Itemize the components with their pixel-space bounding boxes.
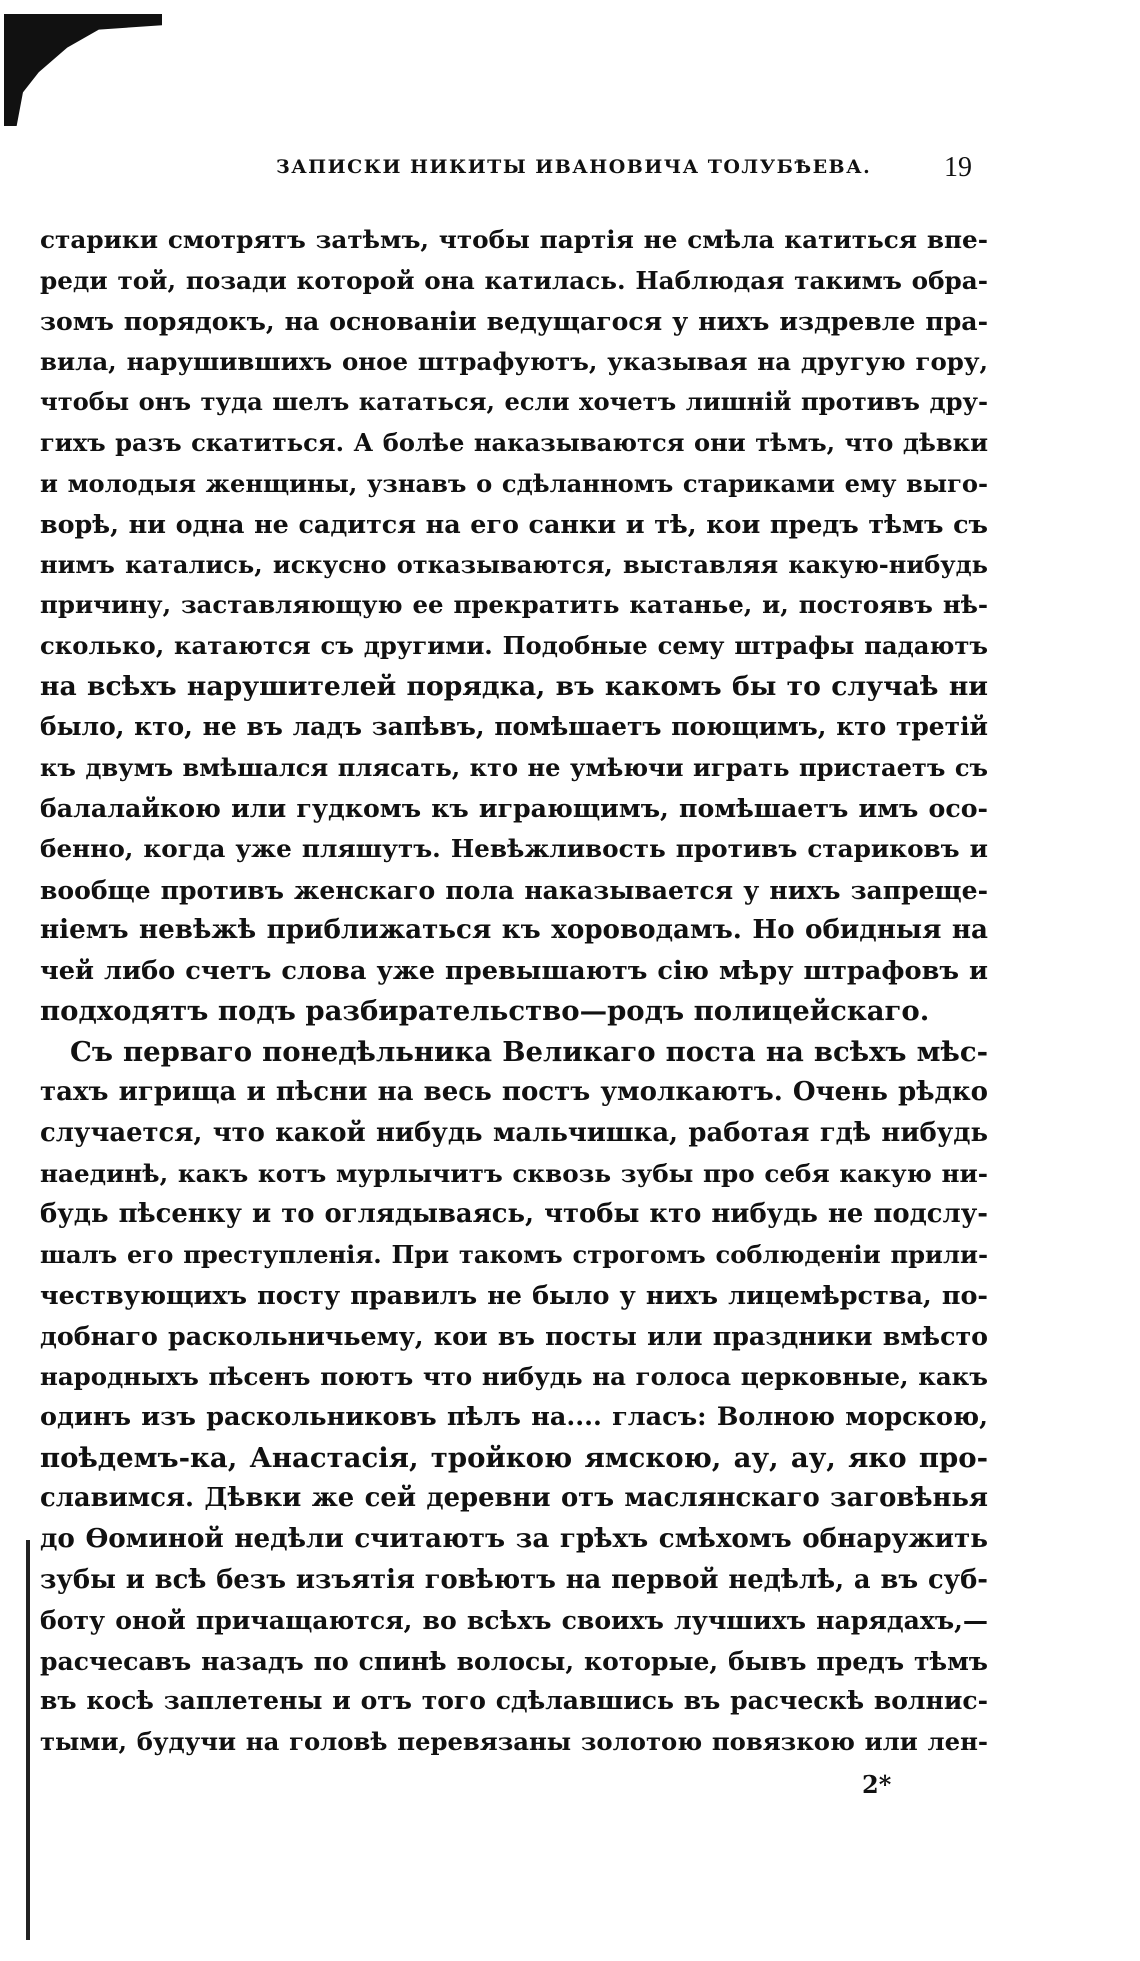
- text-line: шалъ его преступленія. При такомъ строгомъ соблюденіи прили-: [40, 1239, 988, 1269]
- text-line: и молодыя женщины, узнавъ о сдѣланномъ стариками ему выго-: [40, 468, 988, 498]
- text-line: тыми, будучи на головѣ перевязаны золотою повязкою или лен-: [40, 1726, 988, 1756]
- body-text: [40, 220, 988, 1763]
- text-line: чтобы онъ туда шелъ кататься, если хочетъ лишній противъ дру-: [40, 387, 988, 417]
- text-line: подходятъ подъ разбирательство—родъ полицейскаго.: [40, 995, 930, 1028]
- text-line: народныхъ пѣсенъ поютъ что нибудь на голоса церковные, какъ: [40, 1361, 988, 1391]
- text-line: зубы и всѣ безъ изъятія говѣютъ на первой недѣлѣ, а въ суб-: [40, 1564, 988, 1595]
- text-line: поѣдемъ-ка, Анастасія, тройкою ямскою, ау, ау, яко про-: [40, 1441, 988, 1474]
- text-line: къ двумъ вмѣшался плясать, кто не умѣючи играть пристаетъ съ: [40, 752, 988, 782]
- text-line: ніемъ невѣжѣ приближаться къ хороводамъ. Но обидныя на: [40, 914, 988, 946]
- text-line: причину, заставляющую ее прекратить катанье, и, постоявъ нѣ-: [40, 590, 988, 620]
- page-number: 19: [944, 152, 972, 183]
- text-line: случается, что какой нибудь мальчишка, работая гдѣ нибудь: [40, 1118, 988, 1149]
- text-line: славимся. Дѣвки же сей деревни отъ маслянскаго заговѣнья: [40, 1483, 988, 1514]
- text-line: бенно, когда уже пляшутъ. Невѣжливость противъ стариковъ и: [40, 833, 988, 863]
- text-line: будь пѣсенку и то оглядываясь, чтобы кто нибудь не подслу-: [40, 1199, 988, 1230]
- text-line: реди той, позади которой она катилась. Наблюдая такимъ обра-: [40, 265, 988, 295]
- text-line: гихъ разъ скатиться. А болѣе наказываются они тѣмъ, что дѣвки: [40, 427, 988, 457]
- text-line: одинъ изъ раскольниковъ пѣлъ на.... гласъ: Волною морскою,: [40, 1402, 988, 1433]
- running-title: ЗАПИСКИ НИКИТЫ ИВАНОВИЧА ТОЛУБѢЕВА.: [276, 156, 872, 178]
- text-line: балалайкою или гудкомъ къ играющимъ, помѣшаетъ имъ осо-: [40, 793, 988, 824]
- text-line: вообще противъ женскаго пола наказывается у нихъ запреще-: [40, 874, 988, 905]
- text-line: нимъ катались, искусно отказываются, выставляя какую-нибудь: [40, 549, 988, 579]
- text-line: сколько, катаются съ другими. Подобные сему штрафы падаютъ: [40, 630, 988, 660]
- binding-edge: [26, 1540, 30, 1940]
- text-line: добнаго раскольничьему, кои въ посты или праздники вмѣсто: [40, 1321, 988, 1352]
- text-line: въ косѣ заплетены и отъ того сдѣлавшись въ расческѣ волнис-: [40, 1686, 988, 1716]
- text-line: вила, нарушившихъ оное штрафуютъ, указывая на другую гору,: [40, 346, 988, 376]
- text-line: до Ѳоминой недѣли считаютъ за грѣхъ смѣхомъ обнаружить: [40, 1523, 988, 1554]
- text-line: было, кто, не въ ладъ запѣвъ, помѣшаетъ поющимъ, кто третій: [40, 712, 988, 742]
- text-line: чей либо счетъ слова уже превышаютъ сію мѣру штрафовъ и: [40, 955, 988, 986]
- scan-corner-mark: [4, 14, 162, 126]
- text-line: наединѣ, какъ котъ мурлычитъ сквозь зубы про себя какую ни-: [40, 1158, 988, 1188]
- text-line: на всѣхъ нарушителей порядка, въ какомъ бы то случаѣ ни: [40, 670, 988, 702]
- text-line: тахъ игрища и пѣсни на весь постъ умолкаютъ. Очень рѣдко: [40, 1077, 988, 1108]
- text-line: чествующихъ посту правилъ не было у нихъ лицемѣрства, по-: [40, 1280, 988, 1311]
- text-line: старики смотрятъ затѣмъ, чтобы партія не смѣла катиться впе-: [40, 225, 988, 254]
- signature-mark: 2*: [862, 1770, 892, 1799]
- text-line: расчесавъ назадъ по спинѣ волосы, которые, бывъ предъ тѣмъ: [40, 1645, 988, 1676]
- text-line: Съ перваго понедѣльника Великаго поста на всѣхъ мѣс-: [70, 1035, 988, 1068]
- text-line: ворѣ, ни одна не садится на его санки и тѣ, кои предъ тѣмъ съ: [40, 509, 988, 540]
- text-line: зомъ порядокъ, на основаніи ведущагося у нихъ издревле пра-: [40, 306, 988, 337]
- text-line: боту оной причащаются, во всѣхъ своихъ лучшихъ нарядахъ,—: [40, 1605, 988, 1636]
